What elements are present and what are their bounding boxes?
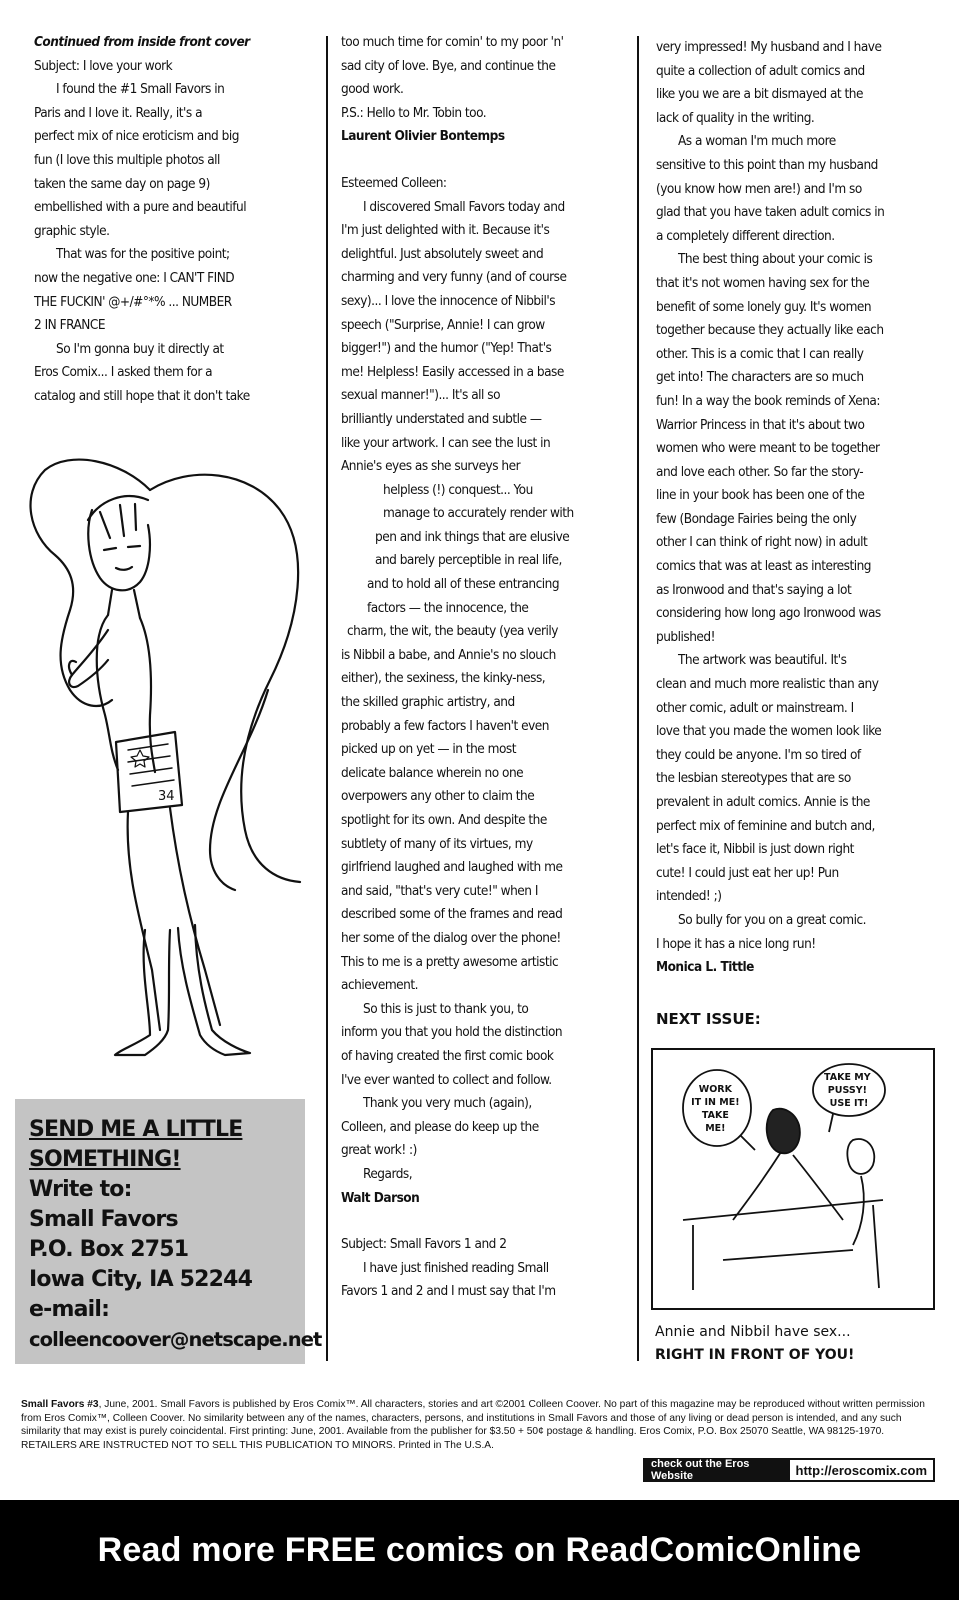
letter-signature: Laurent Olivier Bontemps [341, 128, 505, 145]
letter-line: The artwork was beautiful. It's [678, 652, 847, 669]
email-address: colleencoover@netscape.net [29, 1328, 322, 1351]
letter-line: delicate balance wherein no one [341, 764, 524, 781]
letter-line: and barely perceptible in real life, [375, 552, 562, 569]
letter-line: inform you that you hold the distinction [341, 1024, 563, 1041]
bubble-text: IT IN ME! [691, 1097, 740, 1108]
letter-signature: Monica L. Tittle [656, 959, 754, 976]
boot [178, 925, 250, 1055]
letter-line: sensitive to this point than my husband [656, 156, 878, 173]
letter-line: subtlety of many of its virtues, my [341, 835, 533, 852]
letter-salutation: Esteemed Colleen: [341, 174, 447, 191]
panel-art [653, 1050, 933, 1308]
letter-line: So bully for you on a great comic. [678, 911, 866, 928]
letter-line: either), the sexiness, the kinky-ness, [341, 670, 546, 687]
letter-line: of having created the first comic book [341, 1047, 554, 1064]
write-to-label: Write to: [29, 1177, 132, 1202]
column-divider [637, 36, 639, 1361]
letter-line: So I'm gonna buy it directly at [56, 340, 224, 357]
letter-line: fun (I love this multiple photos all [34, 151, 220, 168]
letter-line: factors — the innocence, the [367, 599, 529, 616]
letter-line: great work! :) [341, 1142, 417, 1159]
letter-line: helpless (!) conquest... You [383, 481, 533, 498]
website-label: check out the Eros Website [645, 1460, 790, 1480]
letter-subject: Subject: Small Favors 1 and 2 [341, 1236, 507, 1253]
letter-line: speech ("Surprise, Annie! I can grow [341, 316, 545, 333]
letter-line: pen and ink things that are elusive [375, 528, 570, 545]
letter-line: too much time for comin' to my poor 'n' [341, 34, 564, 50]
letter-line: and said, "that's very cute!" when I [341, 882, 538, 899]
letter-line: fun! In a way the book reminds of Xena: [656, 392, 880, 409]
letter-line: As a woman I'm much more [678, 133, 836, 150]
letter-line: intended! ;) [656, 888, 722, 905]
letter-line: brilliantly understated and subtle — [341, 410, 542, 427]
letter-line: Thank you very much (again), [363, 1095, 532, 1112]
letter-line: I have just finished reading Small [363, 1259, 549, 1276]
letter-line: women who were meant to be together [656, 440, 880, 457]
letter-line: good work. [341, 81, 404, 98]
letter-line: like you we are a bit dismayed at the [656, 86, 863, 103]
torso [97, 615, 118, 770]
website-box[interactable] [643, 1458, 935, 1482]
mouth [116, 567, 132, 570]
letter-line: considering how long ago Ironwood was [656, 605, 881, 622]
letter-line: charming and very funny (and of course [341, 269, 567, 286]
letters-column-3 [656, 36, 934, 980]
next-issue-panel [651, 1048, 935, 1310]
letter-line: I've ever wanted to collect and follow. [341, 1071, 552, 1088]
email-label: e-mail: [29, 1297, 110, 1322]
letter-line: embellished with a pure and beautiful [34, 199, 247, 216]
letter-line: published! [656, 628, 715, 645]
torso [140, 618, 155, 772]
letter-line: me! Helpless! Easily accessed in a base [341, 363, 564, 380]
letter-line: and to hold all of these entrancing [367, 576, 560, 593]
shorts-star [131, 750, 149, 767]
bubble-text: USE IT! [829, 1098, 869, 1109]
letter-line: benefit of some lonely guy. It's women [656, 298, 872, 315]
letter-subject: Subject: I love your work [34, 57, 173, 74]
caption-line: Annie and Nibbil have sex... [655, 1324, 851, 1340]
letter-line: Annie's eyes as she surveys her [341, 458, 521, 475]
letter-line: (you know how men are!) and I'm so [656, 180, 862, 197]
address-city: Iowa City, IA 52244 [29, 1267, 253, 1292]
letter-line: lack of quality in the writing. [656, 109, 815, 126]
letter-line: I hope it has a nice long run! [656, 935, 816, 952]
letter-line: picked up on yet — in the most [341, 741, 516, 758]
letter-line: very impressed! My husband and I have [656, 39, 882, 55]
letter-line: now the negative one: I CAN'T FIND [34, 269, 235, 286]
eye [104, 546, 140, 550]
letter-line: This to me is a pretty awesome artistic [341, 953, 559, 970]
promo-banner[interactable] [0, 1500, 959, 1600]
face-outline [88, 510, 150, 590]
letter-line: perfect mix of feminine and butch and, [656, 817, 875, 834]
indicia-text: , June, 2001. Small Favors is published by Eros Comix™. All characters, stories and art ©2001 Colleen Coover. No part of this magazine may be reproduced without written permission from Eros Comix™, Colleen Coover. No similarity between any of the names, characters, persons, and institutions in Small Favors and those of any living or dead person is intended, and any such similarity that may exist is purely coincidental. First printing: June, 2001. Available from the publisher for $3.50 + 50¢ postage & handling. Eros Comix, P.O. Box 25070 Seattle, WA 98125-1970. RETAILERS ARE INSTRUCTED NOT TO SELL THIS PUBLICATION TO MINORS. Printed in The U.S.A. [21, 1399, 925, 1451]
letter-line: they could be anyone. I'm so tired of [656, 746, 861, 763]
address-heading: SEND ME A LITTLE [29, 1117, 243, 1142]
letter-line: comics that was at least as interesting [656, 558, 872, 575]
letter-line: achievement. [341, 977, 418, 994]
letter-line: Regards, [363, 1165, 413, 1182]
letter-line: get into! The characters are so much [656, 369, 864, 386]
letter-line: taken the same day on page 9) [34, 175, 210, 192]
caption-line: RIGHT IN FRONT OF YOU! [655, 1347, 855, 1363]
letter-line: prevalent in adult comics. Annie is the [656, 794, 870, 810]
neck [108, 590, 140, 618]
letter-line: charm, the wit, the beauty (yea verily [347, 623, 558, 640]
letter-line: graphic style. [34, 222, 110, 239]
bubble-text: TAKE MY [824, 1072, 871, 1083]
letter-line: THE FUCKIN' @+/#°*% ... NUMBER [34, 293, 232, 310]
letter-line: let's face it, Nibbil is just down right [656, 841, 854, 858]
letter-line: girlfriend laughed and laughed with me [341, 859, 563, 876]
continued-note: Continued from inside front cover [34, 34, 250, 50]
letter-line: is Nibbil a babe, and Annie's no slouch [341, 646, 556, 663]
letter-line: a completely different direction. [656, 227, 835, 244]
figure-art [853, 1176, 864, 1245]
address-box [15, 1099, 322, 1364]
letter-line: sad city of love. Bye, and continue the [341, 57, 556, 74]
letter-signature: Walt Darson [341, 1189, 420, 1206]
letter-line: her some of the dialog over the phone! [341, 929, 561, 946]
letter-line: 2 IN FRANCE [34, 317, 106, 334]
bubble-text: PUSSY! [827, 1085, 867, 1096]
letter-line: That was for the positive point; [56, 246, 230, 263]
letter-line: that it's not women having sex for the [656, 274, 870, 291]
letter-line: quite a collection of adult comics and [656, 62, 865, 79]
letter-line: clean and much more realistic than any [656, 676, 879, 693]
indicia-title: Small Favors #3 [21, 1399, 99, 1410]
leg [170, 808, 220, 1025]
address-heading: SOMETHING! [29, 1147, 181, 1172]
letter-line: So this is just to thank you, to [363, 1000, 529, 1017]
stamp-number: 34 [158, 789, 175, 804]
letter-line: and love each other. So far the story- [656, 463, 864, 480]
letter-line: perfect mix of nice eroticism and big [34, 128, 239, 145]
letter-line: manage to accurately render with [383, 505, 574, 522]
letter-line: Eros Comix... I asked them for a [34, 364, 213, 381]
letter-line: Warrior Princess in that it's about two [656, 416, 865, 433]
letter-line: as Ironwood and that's saying a lot [656, 581, 852, 598]
letters-column-1 [34, 31, 304, 409]
boot [115, 930, 170, 1055]
letter-line: together because they actually like each [656, 322, 884, 339]
figure-art [767, 1109, 800, 1154]
bangs [88, 496, 148, 538]
address-name: Small Favors [29, 1207, 178, 1232]
next-issue-label: NEXT ISSUE: [656, 1010, 761, 1028]
letter-line: Favors 1 and 2 and I must say that I'm [341, 1283, 556, 1300]
letter-line: catalog and still hope that it don't take [34, 387, 250, 404]
letter-line: overpowers any other to claim the [341, 788, 535, 805]
letter-line: I'm just delighted with it. Because it's [341, 222, 550, 239]
letter-line: other I can think of right now) in adult [656, 534, 868, 551]
letter-line: probably a few factors I haven't even [341, 717, 549, 734]
letter-line: spotlight for its own. And despite the [341, 812, 547, 828]
letter-line: the lesbian stereotypes that are so [656, 770, 851, 787]
letter-line: I discovered Small Favors today and [363, 198, 565, 215]
letter-line: cute! I could just eat her up! Pun [656, 864, 839, 881]
promo-banner-text: Read more FREE comics on ReadComicOnline [97, 1530, 862, 1569]
letter-line: sexy)... I love the innocence of Nibbil's [341, 292, 556, 309]
letter-line: Colleen, and please do keep up the [341, 1118, 539, 1135]
letter-line: like your artwork. I can see the lust in [341, 434, 551, 451]
letter-line: love that you made the women look like [656, 723, 882, 740]
letter-line: Paris and I love it. Really, it's a [34, 104, 203, 121]
letter-line: sexual manner!")... It's all so [341, 387, 501, 404]
leg [128, 812, 160, 1030]
publication-indicia [21, 1398, 936, 1452]
letter-line: bigger!") and the humor ("Yep! That's [341, 340, 552, 357]
letter-line: P.S.: Hello to Mr. Tobin too. [341, 104, 487, 121]
letter-line: other comic, adult or mainstream. I [656, 699, 854, 716]
illustration-figure [0, 450, 330, 1060]
bubble-text: ME! [705, 1123, 726, 1134]
arm [69, 630, 108, 687]
bubble-text: WORK [698, 1084, 732, 1095]
letter-line: I found the #1 Small Favors in [56, 81, 225, 98]
letter-line: other. This is a comic that I can really [656, 345, 864, 362]
bubble-text: TAKE [701, 1110, 729, 1121]
website-link[interactable]: http://eroscomix.com [795, 1462, 927, 1478]
address-po-box: P.O. Box 2751 [29, 1237, 189, 1262]
letter-line: delightful. Just absolutely sweet and [341, 245, 544, 262]
hair-outline [210, 690, 268, 890]
letter-line: glad that you have taken adult comics in [656, 204, 885, 221]
letter-line: line in your book has been one of the [656, 487, 865, 504]
letter-line: The best thing about your comic is [678, 251, 873, 268]
letter-line: the skilled graphic artistry, and [341, 694, 515, 711]
letters-column-2 [341, 31, 619, 1304]
speech-bubble [683, 1070, 751, 1146]
letter-line: described some of the frames and read [341, 906, 563, 923]
letter-line: few (Bondage Fairies being the only [656, 510, 857, 527]
next-issue-caption [655, 1321, 935, 1367]
figure-art [847, 1139, 874, 1174]
